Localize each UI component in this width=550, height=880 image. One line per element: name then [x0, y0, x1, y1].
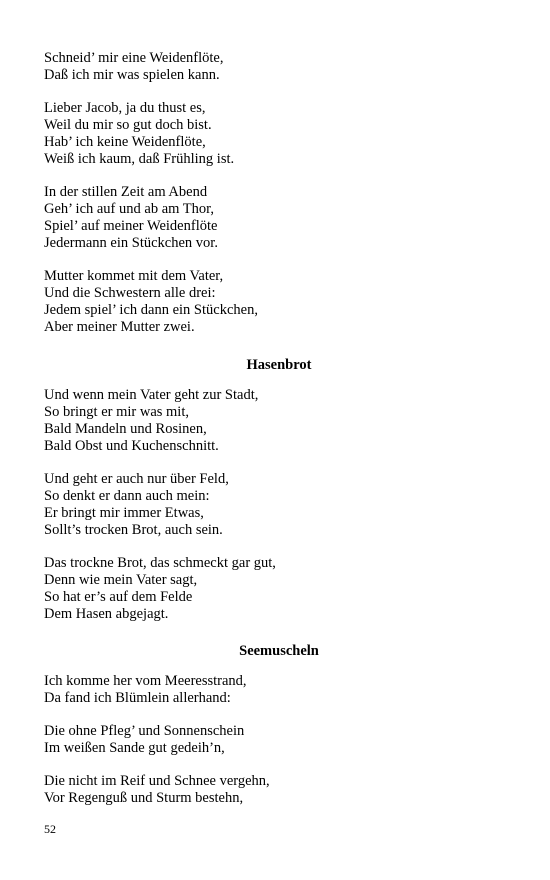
verse-line: Die ohne Pfleg’ und Sonnenschein	[44, 723, 245, 739]
stanza	[44, 100, 514, 168]
stanza	[44, 184, 514, 252]
poem-hasenbrot	[44, 357, 514, 639]
stanza	[44, 773, 514, 807]
verse-line: Vor Regenguß und Sturm bestehn,	[44, 790, 244, 806]
verse-line: Und geht er auch nur über Feld,	[44, 471, 229, 487]
verse-line: Weil du mir so gut doch bist.	[44, 117, 212, 133]
verse-line: Jedem spiel’ ich dann ein Stückchen,	[44, 302, 258, 318]
poem-seemuscheln	[44, 643, 514, 823]
verse-line: Im weißen Sande gut gedeih’n,	[44, 740, 225, 756]
verse-line: Ich komme her vom Meeresstrand,	[44, 673, 247, 689]
page-number: 52	[44, 822, 56, 836]
stanza	[44, 673, 514, 707]
verse-line: Mutter kommet mit dem Vater,	[44, 268, 224, 284]
stanza	[44, 387, 514, 455]
verse-line: Denn wie mein Vater sagt,	[44, 572, 198, 588]
verse-line: Da fand ich Blümlein allerhand:	[44, 690, 231, 706]
stanza	[44, 723, 514, 757]
verse-line: So bringt er mir was mit,	[44, 404, 189, 420]
poem-title: Hasenbrot	[246, 357, 312, 373]
verse-line: Daß ich mir was spielen kann.	[44, 67, 220, 83]
verse-line: Schneid’ mir eine Weidenflöte,	[44, 50, 224, 66]
verse-line: Weiß ich kaum, daß Frühling ist.	[44, 151, 235, 167]
verse-line: Geh’ ich auf und ab am Thor,	[44, 201, 215, 217]
verse-line: So denkt er dann auch mein:	[44, 488, 210, 504]
verse-line: Spiel’ auf meiner Weidenflöte	[44, 218, 218, 234]
verse-line: Bald Mandeln und Rosinen,	[44, 421, 207, 437]
stanza	[44, 50, 514, 84]
verse-line: Er bringt mir immer Etwas,	[44, 505, 204, 521]
verse-line: Jedermann ein Stückchen vor.	[44, 235, 218, 251]
verse-line: Und die Schwestern alle drei:	[44, 285, 216, 301]
stanza	[44, 555, 514, 623]
poem-title: Seemuscheln	[239, 643, 319, 659]
verse-line: Dem Hasen abgejagt.	[44, 606, 169, 622]
verse-line: Aber meiner Mutter zwei.	[44, 319, 195, 335]
stanza	[44, 268, 514, 336]
verse-line: Sollt’s trocken Brot, auch sein.	[44, 522, 223, 538]
verse-line: So hat er’s auf dem Felde	[44, 589, 193, 605]
verse-line: Hab’ ich keine Weidenflöte,	[44, 134, 206, 150]
verse-line: Lieber Jacob, ja du thust es,	[44, 100, 206, 116]
verse-line: Das trockne Brot, das schmeckt gar gut,	[44, 555, 276, 571]
verse-line: Die nicht im Reif und Schnee vergehn,	[44, 773, 270, 789]
verse-line: Bald Obst und Kuchenschnitt.	[44, 438, 219, 454]
verse-line: Und wenn mein Vater geht zur Stadt,	[44, 387, 259, 403]
poem-weidenfloete	[44, 50, 514, 352]
stanza	[44, 471, 514, 539]
verse-line: In der stillen Zeit am Abend	[44, 184, 208, 200]
